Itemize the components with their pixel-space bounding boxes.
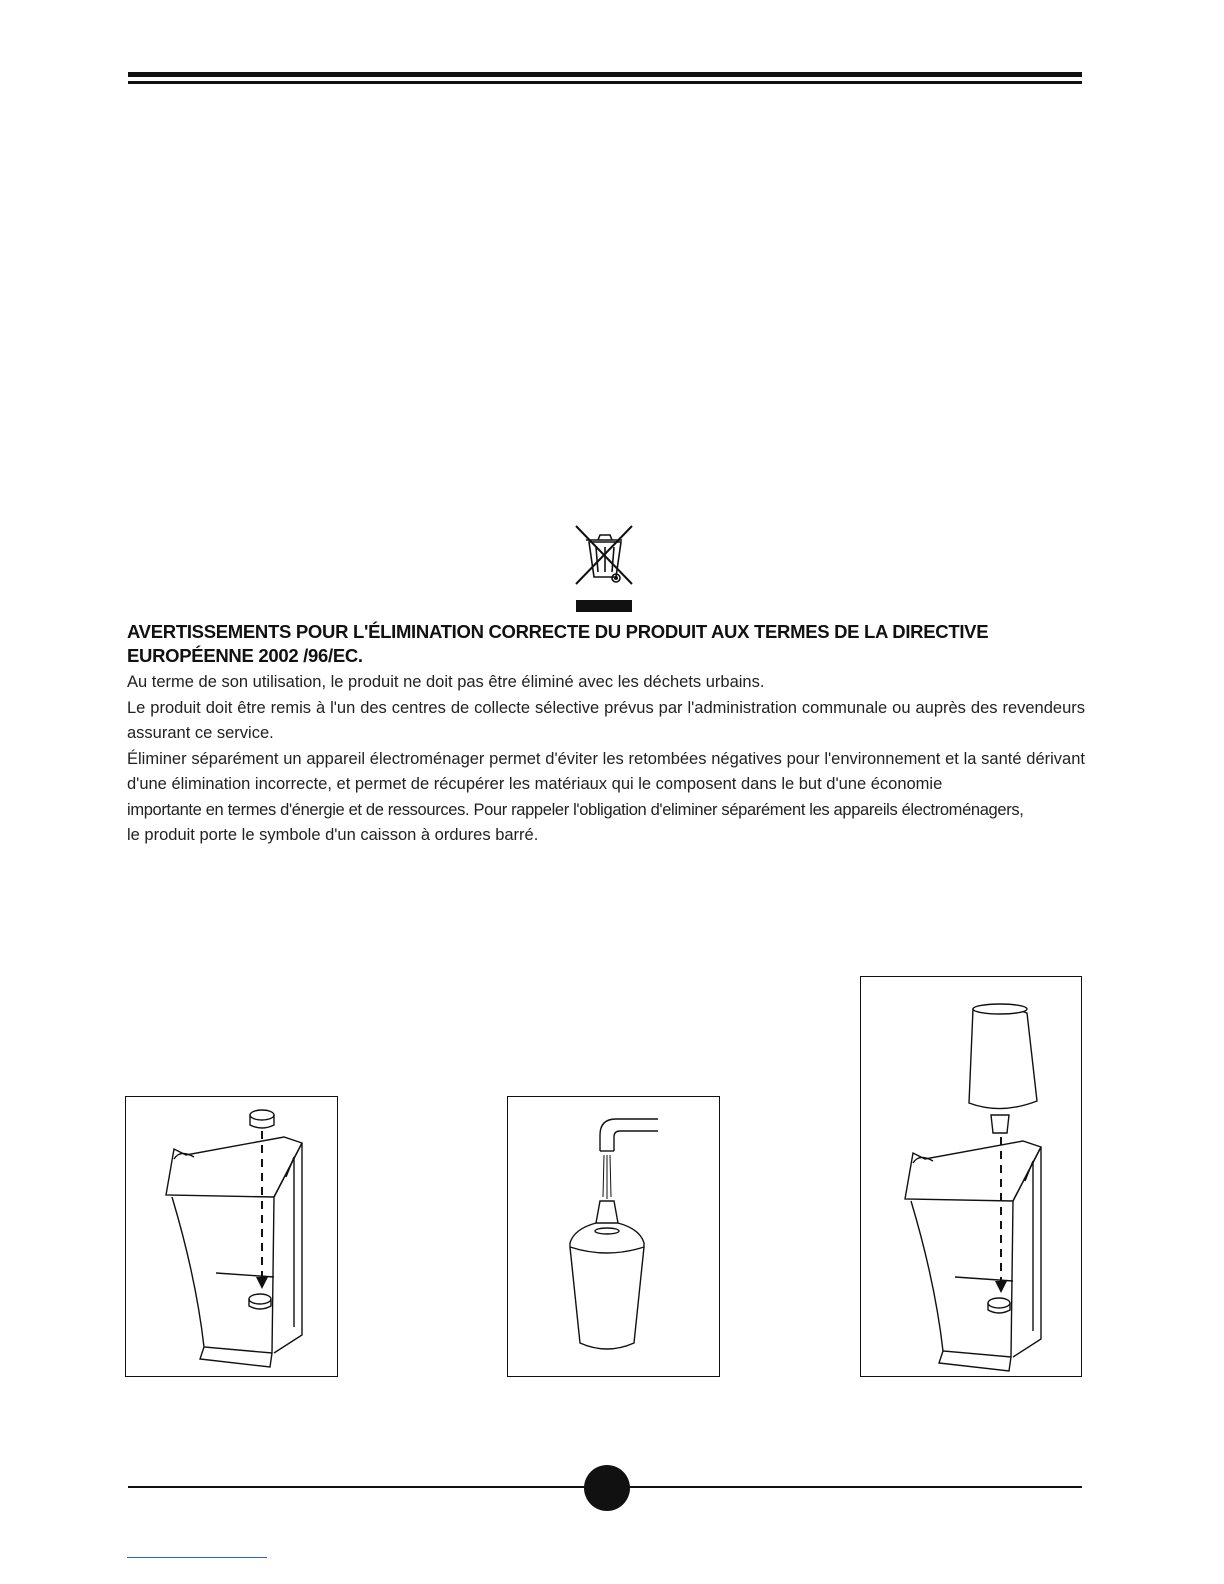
header-rule-thick	[128, 72, 1082, 77]
disposal-text	[127, 670, 1085, 849]
tank-insert-illustration	[126, 1097, 336, 1375]
header-rule-thin	[128, 81, 1082, 84]
crossed-bin-icon	[572, 522, 636, 614]
figure-tank-filter	[860, 976, 1082, 1377]
paragraph-4: importante en termes d'énergie et de ressources. Pour rappeler l'obligation d'eliminer séparément les appareils électroménagers,	[127, 800, 1024, 819]
paragraph-1: Au terme de son utilisation, le produit ne doit pas être éliminé avec les déchets urbains.	[127, 673, 765, 691]
tank-filter-illustration	[861, 977, 1080, 1375]
paragraph-5: le produit porte le symbole d'un caisson à ordures barré.	[127, 826, 539, 844]
filter-tap-illustration	[508, 1097, 718, 1375]
figure-tank-insert	[125, 1096, 338, 1377]
footer-link-underline	[127, 1557, 267, 1558]
paragraph-3: Éliminer séparément un appareil électroménager permet d'éviter les retombées négatives pour l'environnement et la santé dérivant d'une élimination incorrecte, et permet de récupérer les matériaux qui le composent dans le but d'une économie	[127, 749, 1085, 793]
paragraph-2: Le produit doit être remis à l'un des centres de collecte sélective prévus par l'administration communale ou auprès des revendeurs assurant ce service.	[127, 698, 1085, 742]
figure-filter-tap	[507, 1096, 720, 1377]
disposal-heading: AVERTISSEMENTS POUR L'ÉLIMINATION CORRECTE DU PRODUIT AUX TERMES DE LA DIRECTIVE EUROPÉENNE 2002 /96/EC.	[127, 621, 989, 666]
page-number-dot	[584, 1465, 630, 1511]
